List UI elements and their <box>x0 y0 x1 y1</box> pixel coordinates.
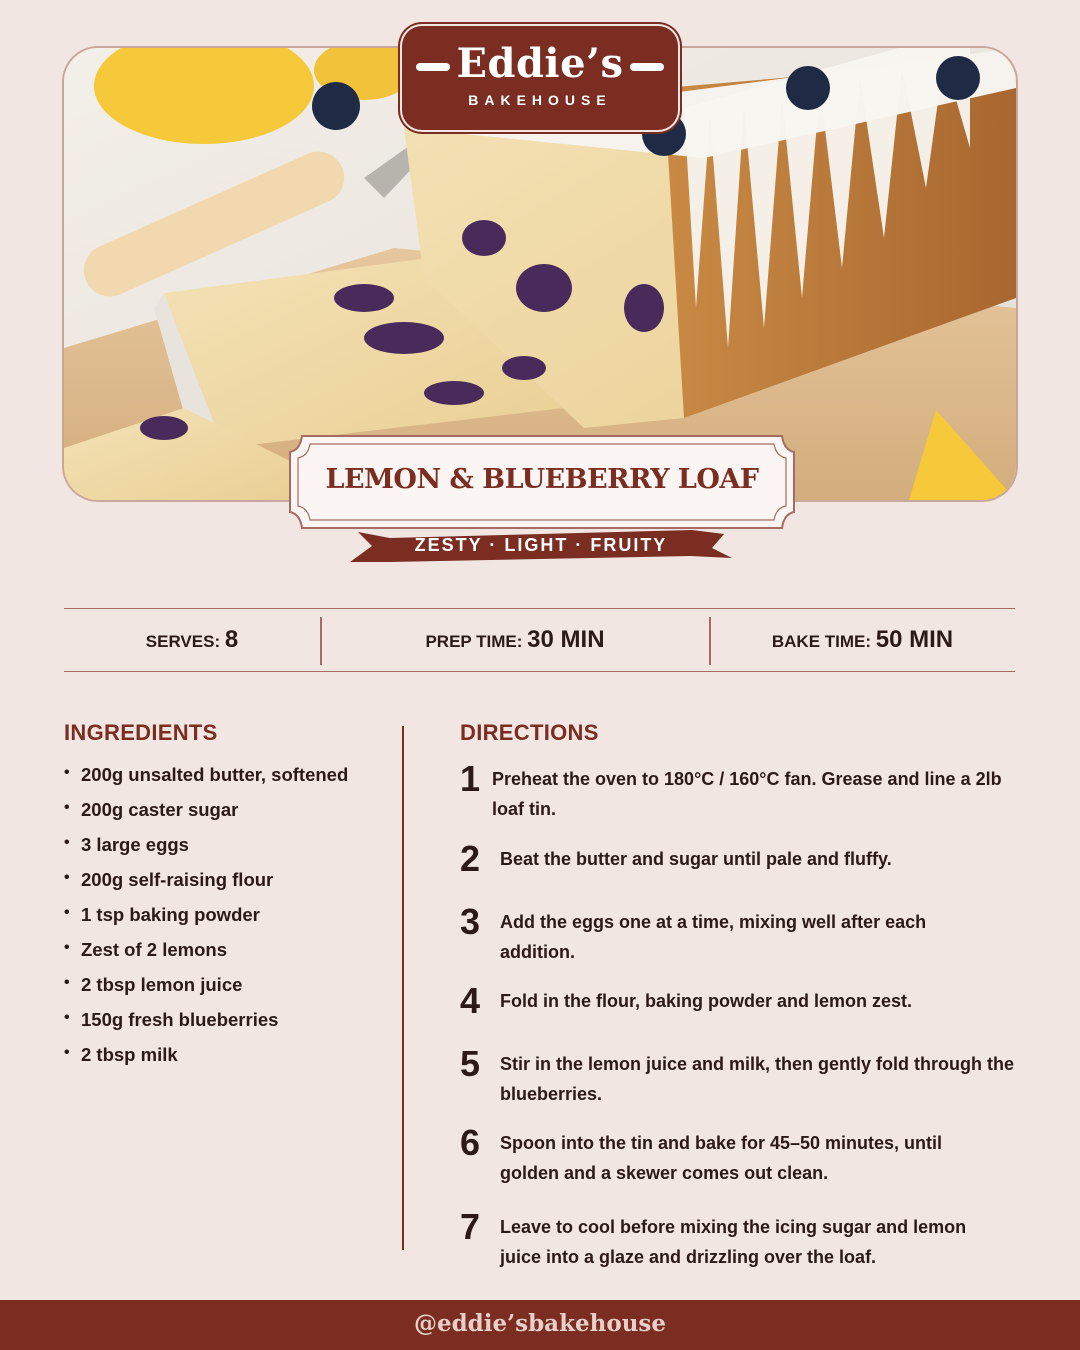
ingredients-list <box>64 764 348 1079</box>
list-item: • 3 large eggs <box>64 834 348 869</box>
logo-dash-left <box>416 63 450 71</box>
step-text: Preheat the oven to 180°C / 160°C fan. Grease and line a 2lb loaf tin. <box>492 769 1002 819</box>
step-number: 3 <box>460 901 481 942</box>
recipe-title: LEMON & BLUEBERRY LOAF <box>325 464 759 495</box>
stat-value: 30 MIN <box>527 626 605 653</box>
stat-prep-time <box>321 609 709 671</box>
stat-label: SERVES: <box>145 632 221 651</box>
step-text: Add the eggs one at a time, mixing well after each addition. <box>500 912 927 962</box>
step-number: 7 <box>460 1206 481 1247</box>
list-item: • 200g unsalted butter, softened <box>64 764 348 799</box>
directions-heading: DIRECTIONS <box>460 720 599 745</box>
step-number: 5 <box>460 1043 481 1084</box>
logo-dash-right <box>630 63 664 71</box>
list-item: • 150g fresh blueberries <box>64 1009 348 1044</box>
recipe-stats-bar <box>64 608 1015 672</box>
list-item: • Zest of 2 lemons <box>64 939 348 974</box>
ingredients-heading: INGREDIENTS <box>64 720 218 745</box>
footer-bar <box>0 1300 1080 1350</box>
step-number: 1 <box>460 758 481 799</box>
stat-value: 8 <box>224 626 239 653</box>
title-plaque <box>288 432 796 532</box>
step-text: Spoon into the tin and bake for 45–50 minutes, until golden and a skewer comes out clean. <box>500 1133 943 1183</box>
step-number: 2 <box>460 838 481 879</box>
stat-label: BAKE TIME: <box>771 632 872 651</box>
list-item: • 1 tsp baking powder <box>64 904 348 939</box>
step-text: Beat the butter and sugar until pale and fluffy. <box>500 849 892 869</box>
column-divider <box>402 726 404 1250</box>
brand-name: Eddie’s <box>456 40 624 87</box>
tagline-ribbon <box>350 528 732 566</box>
brand-subtitle: BAKEHOUSE <box>468 92 612 108</box>
list-item: • 2 tbsp milk <box>64 1044 348 1079</box>
stat-value: 50 MIN <box>875 626 954 653</box>
step-number: 4 <box>460 980 481 1021</box>
list-item: • 200g caster sugar <box>64 799 348 834</box>
brand-logo <box>402 26 678 130</box>
stat-serves <box>64 609 320 671</box>
step-number: 6 <box>460 1122 481 1163</box>
recipe-tagline: ZESTY · LIGHT · FRUITY <box>414 535 668 555</box>
stat-label: PREP TIME: <box>425 632 523 651</box>
step-text: Stir in the lemon juice and milk, then gently fold through the blueberries. <box>500 1054 1015 1104</box>
step-text: Leave to cool before mixing the icing sugar and lemon juice into a glaze and drizzling over the loaf. <box>500 1217 967 1267</box>
list-item: • 2 tbsp lemon juice <box>64 974 348 1009</box>
social-handle: @eddie’sbakehouse <box>413 1310 667 1337</box>
stat-bake-time <box>710 609 1015 671</box>
list-item: • 200g self-raising flour <box>64 869 348 904</box>
step-text: Fold in the flour, baking powder and lemon zest. <box>500 991 913 1011</box>
